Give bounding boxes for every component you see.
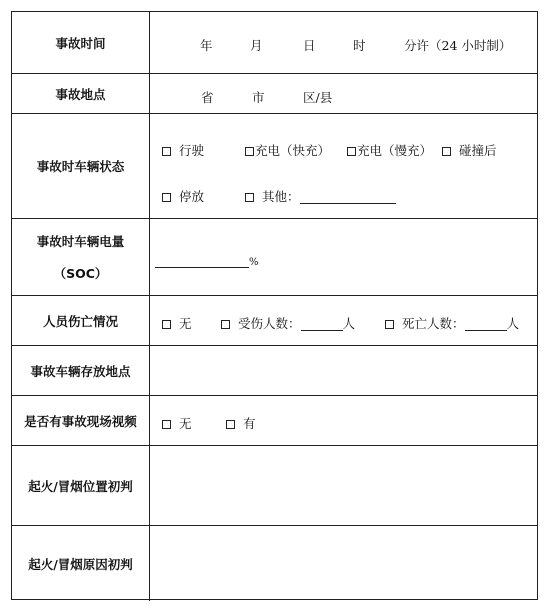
city-label: 市	[252, 90, 265, 105]
field-vehicle-storage[interactable]	[150, 346, 537, 395]
checkbox-after-collision[interactable]	[442, 147, 451, 156]
label-vehicle-storage: 事故车辆存放地点	[12, 346, 150, 395]
dead-count-input[interactable]	[465, 318, 507, 331]
option-video-no[interactable]: 无	[162, 414, 192, 432]
option-other[interactable]: 其他：	[245, 187, 396, 205]
row-accident-location	[12, 74, 537, 114]
option-video-yes[interactable]: 有	[226, 414, 256, 432]
checkbox-dead[interactable]	[385, 320, 394, 329]
option-fast-charging[interactable]: 充电（快充）	[245, 141, 330, 159]
checkbox-parked[interactable]	[162, 193, 171, 202]
row-vehicle-soc	[12, 219, 537, 296]
checkbox-video-yes[interactable]	[226, 420, 235, 429]
label-accident-time: 事故时间	[12, 12, 150, 73]
checkbox-no-casualties[interactable]	[162, 320, 171, 329]
label-casualties: 人员伤亡情况	[12, 296, 150, 345]
row-vehicle-state	[12, 114, 537, 219]
row-fire-position	[12, 446, 537, 526]
checkbox-fast-charging[interactable]	[245, 147, 254, 156]
field-vehicle-state	[150, 114, 537, 218]
checkbox-video-no[interactable]	[162, 420, 171, 429]
field-accident-location[interactable]	[150, 74, 537, 113]
hour-label: 时	[353, 38, 366, 53]
province-label: 省	[201, 90, 214, 105]
label-fire-position: 起火/冒烟位置初判	[12, 446, 150, 525]
day-label: 日	[303, 38, 316, 53]
row-scene-video	[12, 396, 537, 446]
field-casualties	[150, 296, 537, 345]
row-fire-cause	[12, 526, 537, 601]
checkbox-other[interactable]	[245, 193, 254, 202]
checkbox-injured[interactable]	[221, 320, 230, 329]
label-vehicle-state: 事故时车辆状态	[12, 114, 150, 218]
row-vehicle-storage	[12, 346, 537, 396]
field-vehicle-soc	[150, 219, 537, 295]
year-label: 年	[200, 38, 213, 53]
field-scene-video	[150, 396, 537, 445]
label-vehicle-soc: 事故时车辆电量 （SOC）	[12, 219, 150, 295]
row-accident-time	[12, 12, 537, 74]
district-label: 区/县	[303, 90, 333, 105]
label-scene-video: 是否有事故现场视频	[12, 396, 150, 445]
accident-report-form	[11, 11, 538, 600]
field-fire-cause[interactable]	[150, 526, 537, 601]
month-label: 月	[250, 38, 263, 53]
option-parked[interactable]: 停放	[162, 187, 204, 205]
row-casualties	[12, 296, 537, 346]
minute-label: 分许（24 小时制）	[404, 38, 512, 53]
option-driving[interactable]: 行驶	[162, 141, 204, 159]
percent-unit: %	[249, 257, 259, 268]
label-fire-cause: 起火/冒烟原因初判	[12, 526, 150, 601]
field-accident-time[interactable]	[150, 12, 537, 73]
injured-count-input[interactable]	[301, 318, 343, 331]
field-fire-position[interactable]	[150, 446, 537, 525]
option-dead[interactable]: 死亡人数： 人	[385, 314, 519, 332]
option-slow-charging[interactable]: 充电（慢充）	[347, 141, 432, 159]
option-injured[interactable]: 受伤人数： 人	[221, 314, 355, 332]
checkbox-slow-charging[interactable]	[347, 147, 356, 156]
checkbox-driving[interactable]	[162, 147, 171, 156]
soc-input[interactable]	[155, 255, 249, 268]
option-no-casualties[interactable]: 无	[162, 314, 192, 332]
label-accident-location: 事故地点	[12, 74, 150, 113]
other-input[interactable]	[300, 191, 396, 204]
option-after-collision[interactable]: 碰撞后	[442, 141, 497, 159]
